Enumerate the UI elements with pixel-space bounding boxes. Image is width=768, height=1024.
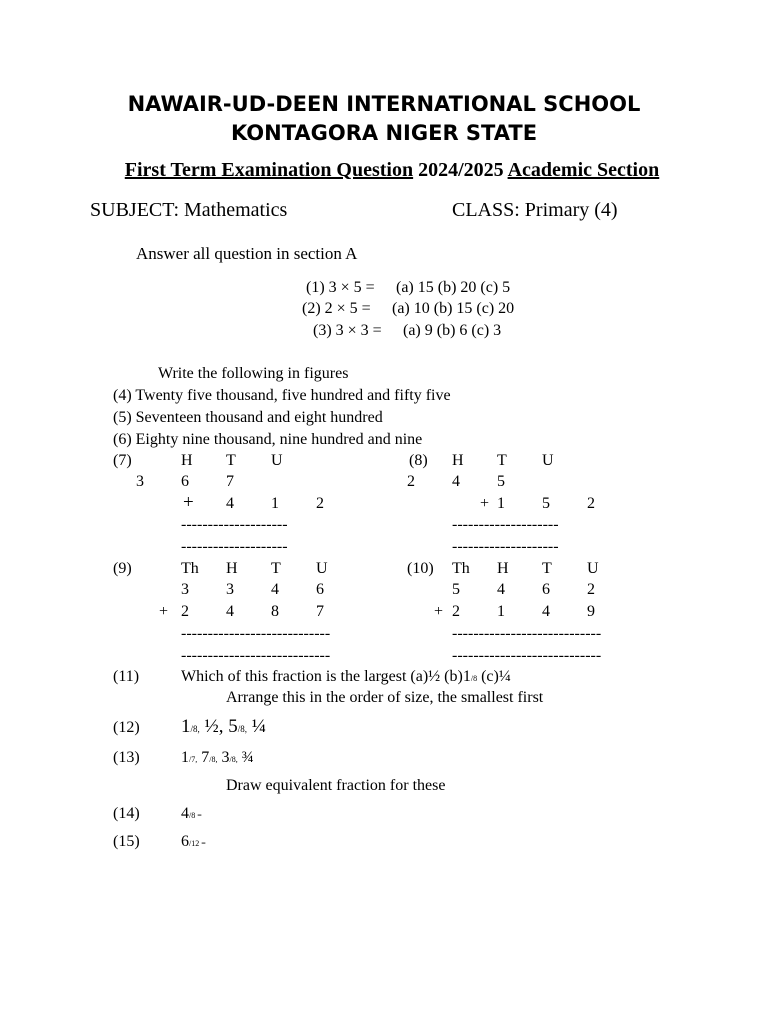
q12-fraction-sub: /8,	[237, 724, 248, 734]
q10-number: (10)	[407, 560, 434, 577]
exam-title	[0, 159, 768, 182]
q11-subscript: /8	[470, 674, 478, 683]
q9-answer-line: ----------------------------	[181, 625, 331, 642]
mcq-question-2: (2) 2 × 5 =	[302, 300, 371, 317]
q10-top-digit: 4	[497, 581, 505, 598]
q10-header-u: U	[587, 560, 599, 577]
q9-bottom-digit: 2	[181, 603, 189, 620]
subject-label: SUBJECT: Mathematics	[90, 199, 288, 221]
q8-header-h: H	[452, 452, 464, 469]
q10-top-digit: 2	[587, 581, 595, 598]
q10-bottom-digit: 4	[542, 603, 550, 620]
q9-header-th: Th	[181, 560, 199, 577]
q14-denominator: /8 =	[189, 811, 202, 820]
q8-header-t: T	[497, 452, 507, 469]
q10-top-digit: 5	[452, 581, 460, 598]
q8-bottom-digit: 5	[542, 495, 550, 512]
figures-question-5: (5) Seventeen thousand and eight hundred	[113, 409, 383, 426]
q7-header-h: H	[181, 452, 193, 469]
q11-question	[181, 668, 511, 686]
q10-header-h: H	[497, 560, 509, 577]
q12-fractions	[181, 716, 266, 738]
q7-bottom-digit: 4	[226, 495, 234, 512]
q10-top-digit: 6	[542, 581, 550, 598]
q8-bottom-digit: 2	[587, 495, 595, 512]
q13-fractions	[181, 749, 254, 767]
q13-fraction-sub: /8,	[229, 755, 238, 764]
arrange-instruction: Arrange this in the order of size, the smallest first	[226, 689, 544, 706]
q8-answer-line: --------------------	[452, 516, 559, 533]
mcq-options-3: (a) 9 (b) 6 (c) 3	[403, 322, 502, 339]
q7-header-u: U	[271, 452, 283, 469]
q10-answer-line: ----------------------------	[452, 647, 602, 664]
class-label: CLASS: Primary (4)	[452, 199, 618, 221]
q8-bottom-digit: 1	[497, 495, 505, 512]
q8-top-lead: 2	[407, 473, 415, 490]
q7-number: (7)	[113, 452, 132, 469]
q10-answer-line: ----------------------------	[452, 625, 602, 642]
q10-bottom-digit: 2	[452, 603, 460, 620]
q9-header-t: T	[271, 560, 281, 577]
q13-number: (13)	[113, 749, 140, 766]
q8-number: (8)	[409, 452, 428, 469]
q8-top-digit: 5	[497, 473, 505, 490]
q7-top-digit: 7	[226, 473, 234, 490]
q14-numerator: 4	[181, 805, 189, 822]
mcq-options-2: (a) 10 (b) 15 (c) 20	[392, 300, 515, 317]
q8-answer-line: --------------------	[452, 538, 559, 555]
q9-top-digit: 4	[271, 581, 279, 598]
q12-fraction-text: ¼	[247, 716, 267, 737]
q12-fraction-sub: /8,	[190, 724, 200, 734]
q9-bottom-digit: 7	[316, 603, 324, 620]
q12-fraction-text: ½, 5	[199, 716, 238, 737]
q11-text-end: (c)¼	[477, 668, 511, 685]
q13-fraction-text: ¾	[237, 749, 254, 766]
mcq-question-1: (1) 3 × 5 =	[306, 279, 375, 296]
school-name: NAWAIR-UD-DEEN INTERNATIONAL SCHOOL	[127, 92, 641, 116]
q13-fraction-sub: /7,	[189, 755, 198, 764]
q9-top-digit: 3	[181, 581, 189, 598]
exam-title-part2: Academic Section	[507, 159, 660, 181]
q7-bottom-digit: 1	[271, 495, 279, 512]
q11-number: (11)	[113, 668, 140, 685]
q15-numerator: 6	[181, 833, 189, 850]
q7-top-lead: 3	[136, 473, 144, 490]
q9-bottom-digit: 4	[226, 603, 234, 620]
q7-answer-line: --------------------	[181, 516, 288, 533]
q9-top-digit: 6	[316, 581, 324, 598]
q7-plus: +	[183, 492, 194, 513]
q7-answer-line: --------------------	[181, 538, 288, 555]
q8-top-digit: 4	[452, 473, 460, 490]
figures-instruction: Write the following in figures	[158, 365, 349, 382]
q15-number: (15)	[113, 833, 140, 850]
figures-question-6: (6) Eighty nine thousand, nine hundred and nine	[113, 431, 423, 448]
q9-header-u: U	[316, 560, 328, 577]
q9-answer-line: ----------------------------	[181, 647, 331, 664]
q7-top-digit: 6	[181, 473, 189, 490]
q13-fraction-text: 7	[197, 749, 210, 766]
q9-bottom-digit: 8	[271, 603, 279, 620]
q10-header-th: Th	[452, 560, 470, 577]
q7-bottom-digit: 2	[316, 495, 324, 512]
q14-number: (14)	[113, 805, 140, 822]
school-location: KONTAGORA NIGER STATE	[230, 121, 538, 145]
q12-number: (12)	[113, 719, 140, 736]
q14-fraction	[181, 805, 202, 823]
q15-denominator: /12 =	[189, 839, 206, 848]
q9-header-h: H	[226, 560, 238, 577]
exam-title-year: 2024/2025	[418, 159, 504, 181]
exam-title-part1: First Term Examination Question	[124, 159, 414, 181]
q15-fraction	[181, 833, 206, 851]
q9-plus: +	[159, 603, 169, 620]
q11-text-start: Which of this fraction is the largest (a)½ (b)1	[181, 668, 471, 685]
mcq-options-1: (a) 15 (b) 20 (c) 5	[396, 279, 511, 296]
q13-fraction-text: 1	[181, 749, 189, 766]
q9-number: (9)	[113, 560, 132, 577]
q12-fraction-text: 1	[181, 716, 191, 737]
section-a-instruction: Answer all question in section A	[136, 244, 358, 263]
q7-header-t: T	[226, 452, 236, 469]
mcq-question-3: (3) 3 × 3 =	[313, 322, 382, 339]
figures-question-4: (4) Twenty five thousand, five hundred and fifty five	[113, 387, 451, 404]
q13-fraction-sub: /8,	[209, 755, 218, 764]
q10-bottom-digit: 1	[497, 603, 505, 620]
q13-fraction-text: 3	[217, 749, 230, 766]
q8-header-u: U	[542, 452, 554, 469]
q10-plus: +	[434, 603, 444, 620]
equivalent-instruction: Draw equivalent fraction for these	[226, 777, 446, 794]
q8-plus: +	[480, 495, 490, 512]
q10-bottom-digit: 9	[587, 603, 595, 620]
q10-header-t: T	[542, 560, 552, 577]
q9-top-digit: 3	[226, 581, 234, 598]
